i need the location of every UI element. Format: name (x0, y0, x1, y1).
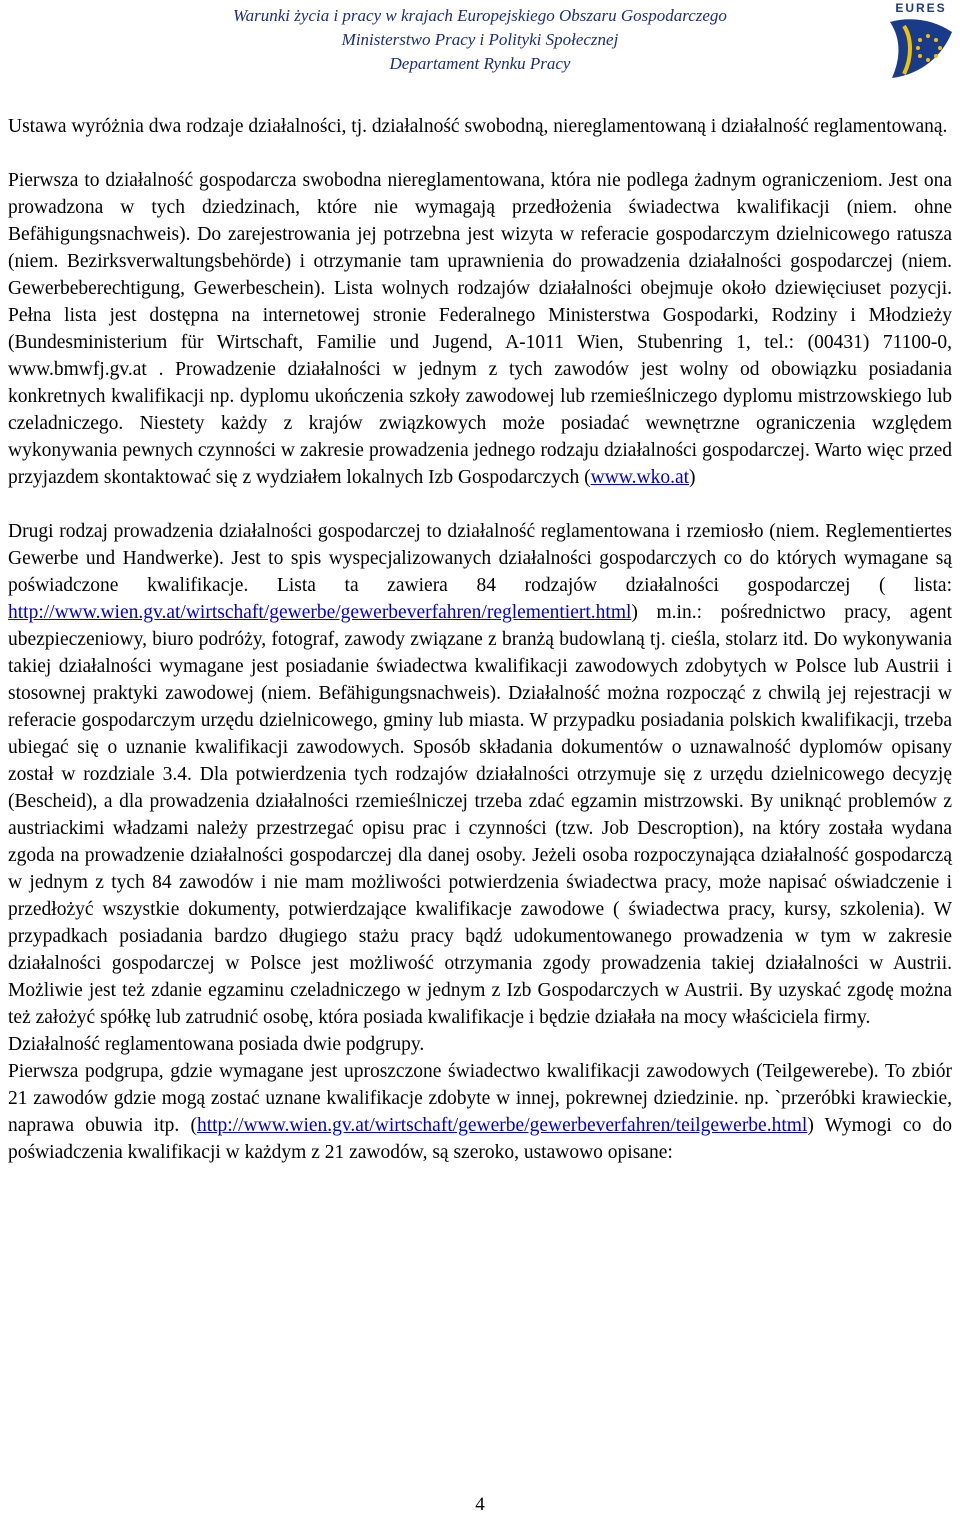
header-line-2: Ministerstwo Pracy i Polityki Społecznej (341, 30, 619, 49)
reglementiert-link[interactable]: http://www.wien.gv.at/wirtschaft/gewerbe/gewerbeverfahren/reglementiert.html (8, 602, 632, 623)
header-text (160, 4, 800, 76)
paragraph-subgroups: Działalność reglamentowana posiada dwie podgrupy. (8, 1034, 425, 1055)
paragraph-first-subgroup-text: Pierwsza podgrupa, gdzie wymagane jest uproszczone świadectwo kwalifikacji zawodowych (Teilgewerebe). To zbiór 21 zawodów gdzie mogą zostać uznane kwalifikacje zdobyte w innej, pokrewnej dziedzinie. np. `przeróbki krawieckie, naprawa obuwia itp. ( (8, 1061, 952, 1136)
eures-emblem-icon (882, 16, 958, 80)
header-line-1: Warunki życia i pracy w krajach Europejskiego Obszaru Gospodarczego (233, 6, 727, 25)
paragraph-free-activity-end: ) (689, 467, 696, 488)
page-header (0, 0, 960, 82)
eures-logo-text: EURES (895, 1, 947, 15)
paragraph-first-subgroup-end: ) Wymogi co do poświadczenia kwalifikacji w każdym z 21 zawodów, są szeroko, ustawowo opisane: (8, 1115, 952, 1163)
page-number: 4 (475, 1494, 485, 1515)
eures-logo (882, 2, 958, 80)
header-line-3: Departament Rynku Pracy (389, 54, 571, 73)
paragraph-regulated-text: Drugi rodzaj prowadzenia działalności gospodarczej to działalność reglamentowana i rzemiosło (niem. Reglementiertes Gewerbe und Handwerke). Jest to spis wyspecjalizowanych działalności gospodarczych co do których wymagane są poświadczone kwalifikacje. Lista ta zawiera 84 rodzajów działalności gospodarczej ( lista: (8, 521, 952, 596)
paragraph-free-activity-text: Pierwsza to działalność gospodarcza swobodna niereglamentowana, która nie podlega żadnym ograniczeniom. Jest ona prowadzona w tych dziedzinach, które nie wymagają przedłożenia świadectwa kwalifikacji (niem. ohne Befähigungsnachweis). Do zarejestrowania jej potrzebna jest wizyta w referacie gospodarczym dzielnicowego ratusza (niem. Bezirksverwaltungsbehörde) i otrzymanie tam uprawnienia do prowadzenia działalności gospodarczej (niem. Gewerbeberechtigung, Gewerbeschein). Lista wolnych rodzajów działalności obejmuje około dziewięciuset pozycji. Pełna lista jest dostępna na internetowej stronie Federalnego Ministerstwa Gospodarki, Rodziny i Młodzieży (Bundesministerium für Wirtschaft, Familie und Jugend, A-1011 Wien, Stubenring 1, tel.: (00431) 71100-0, www.bmwfj.gv.at . Prowadzenie działalności w jednym z tych zawodów jest wolny od obowiązku posiadania konkretnych kwalifikacji np. dyplomu ukończenia szkoły zawodowej lub rzemieślniczego dyplomu mistrzowskiego lub czeladniczego. Niestety każdy z krajów związkowych może posiadać wewnętrzne ograniczenia względem wykonywania pewnych czynności w zakresie prowadzenia jednego rodzaju działalności gospodarczej. Warto więc przed przyjazdem skontaktować się z wydziałem lokalnych Izb Gospodarczych ( (8, 170, 952, 488)
paragraph-regulated-activity (8, 518, 952, 1031)
paragraph-first-subgroup (8, 1058, 952, 1166)
wko-link[interactable]: www.wko.at (590, 467, 690, 488)
paragraph-regulated-rest: ) m.in.: pośrednictwo pracy, agent ubezpieczeniowy, biuro podróży, fotograf, zawody związane z branżą budowlaną tj. cieśla, stolarz itd. Do wykonywania takiej działalności wymagane jest posiadanie świadectwa kwalifikacji zawodowych zdobytych w Polsce lub Austrii i stosownej praktyki zawodowej (niem. Befähigungsnachweis). Działalność można rozpocząć z chwilą jej rejestracji w referacie gospodarczym urzędu dzielnicowego, gminy lub miasta. W przypadku posiadania polskich kwalifikacji, trzeba ubiegać się o uznanie kwalifikacji zawodowych. Sposób składania dokumentów o uznawalność dyplomów opisany został w rozdziale 3.4. Dla potwierdzenia tych rodzajów działalności otrzymuje się z urzędu dzielnicowego decyzję (Bescheid), a dla prowadzenia działalności rzemieślniczej trzeba zdać egzamin mistrzowski. By uniknąć problemów z austriackimi władzami należy przestrzegać opisu prac i czynności (tzw. Job Descroption), na który została wydana zgoda na prowadzenie działalności gospodarczej dla danej osoby. Jeżeli osoba rozpoczynająca działalność gospodarczą w jednym z tych 84 zawodów i nie mam możliwości potwierdzenia świadectwa pracy, może napisać oświadczenie i przedłożyć wszystkie dokumenty, potwierdzające kwalifikacje zawodowe ( świadectwa pracy, kursy, szkolenia). W przypadkach posiadania bardzo długiego stażu pracy bądź udokumentowanego prowadzenia w tym w zakresie działalności gospodarczej w Polsce jest możliwość otrzymania zgody prowadzenia takiej działalności w Austrii. Możliwie jest też zdanie egzaminu czeladniczego w jednym z Izb Gospodarczych w Austrii. By uzyskać zgodę można też założyć spółkę lub zatrudnić osobę, która posiada kwalifikacje i będzie działała na mocy właściciela firmy. (8, 602, 952, 1028)
paragraph-free-activity (8, 167, 952, 491)
paragraph-intro: Ustawa wyróżnia dwa rodzaje działalności, tj. działalność swobodną, niereglamentowaną i działalność reglamentowaną. (8, 116, 948, 137)
teilgewerbe-link[interactable]: http://www.wien.gv.at/wirtschaft/gewerbe/gewerbeverfahren/teilgewerbe.html (196, 1115, 808, 1136)
document-body (8, 113, 952, 1166)
